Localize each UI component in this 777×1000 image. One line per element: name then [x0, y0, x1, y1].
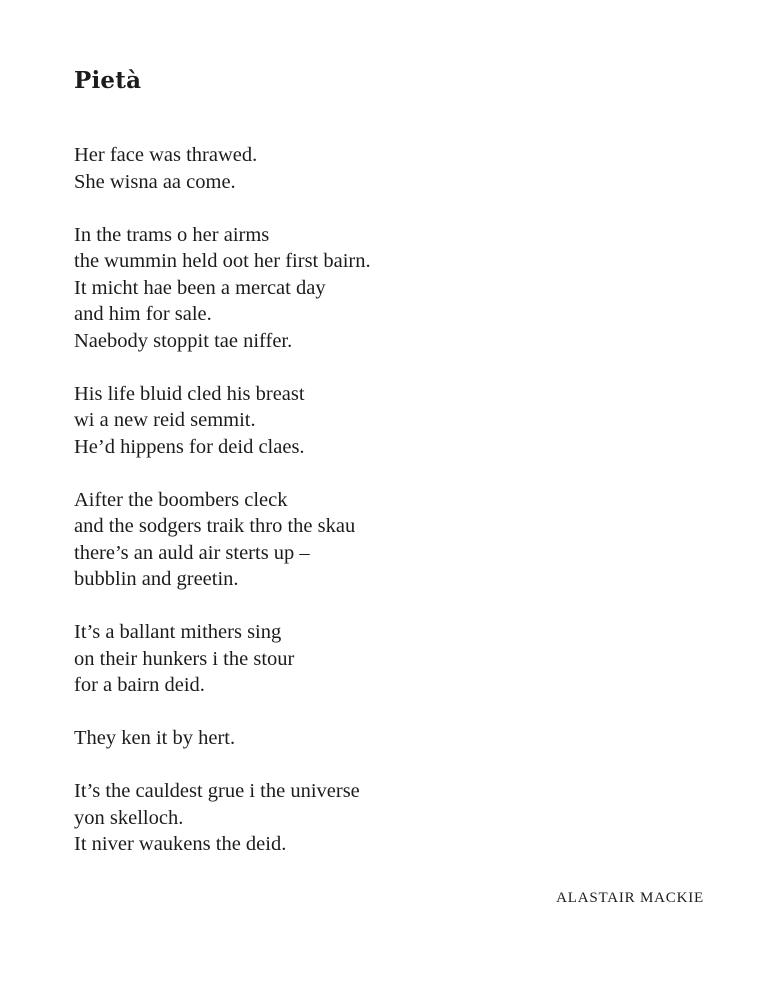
poem-line: Aifter the boombers cleck — [74, 488, 288, 511]
poem-line: Naebody stoppit tae niffer. — [74, 329, 293, 352]
stanza — [74, 725, 694, 752]
stanza — [74, 222, 694, 355]
poem-line: She wisna aa come. — [74, 170, 236, 193]
stanza — [74, 142, 694, 195]
poem-author: ALASTAIR MACKIE — [556, 890, 704, 906]
poem-line: It micht hae been a mercat day — [74, 276, 326, 299]
poem-line: They ken it by hert. — [74, 727, 236, 749]
stanza — [74, 381, 694, 461]
stanza — [74, 778, 694, 858]
poem-line: for a bairn deid. — [74, 674, 205, 696]
poem-line: His life bluid cled his breast — [74, 382, 305, 405]
poem-line: and him for sale. — [74, 303, 212, 325]
poem-line: Her face was thrawed. — [74, 144, 258, 166]
poem-title: Pietà — [74, 67, 142, 94]
poem-line: In the trams o her airms — [74, 223, 270, 246]
stanza — [74, 619, 694, 699]
poem-line: on their hunkers i the stour — [74, 647, 295, 670]
poem-line: It’s a ballant mithers sing — [74, 621, 282, 643]
poem-line: He’d hippens for deid claes. — [74, 435, 305, 458]
poem-line: there’s an auld air sterts up – — [74, 541, 310, 564]
poem-line: the wummin held oot her first bairn. — [74, 250, 371, 272]
poem-body — [74, 142, 694, 884]
poem-line: and the sodgers traik thro the skau — [74, 515, 356, 537]
poem-line: It’s the cauldest grue i the universe — [74, 780, 360, 802]
stanza — [74, 487, 694, 593]
poem-line: wi a new reid semmit. — [74, 409, 256, 431]
poem-line: yon skelloch. — [74, 806, 184, 829]
poem-line: bubblin and greetin. — [74, 568, 239, 590]
poem-line: It niver waukens the deid. — [74, 833, 287, 855]
